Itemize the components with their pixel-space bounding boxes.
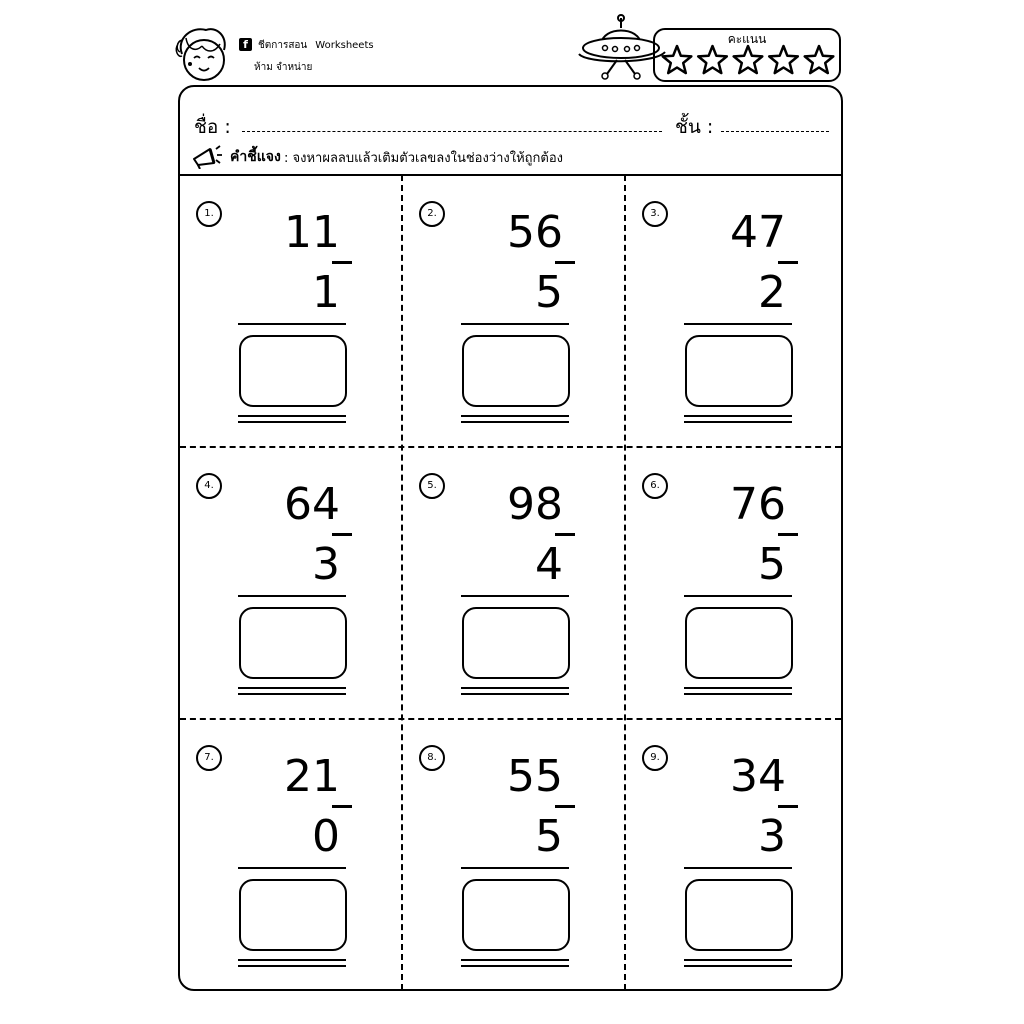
minuend: 76 bbox=[730, 479, 786, 530]
double-underline bbox=[684, 421, 792, 423]
result-line bbox=[238, 595, 346, 597]
double-underline bbox=[684, 959, 792, 961]
minuend: 11 bbox=[284, 207, 340, 258]
double-underline bbox=[461, 959, 569, 961]
subtrahend: 3 bbox=[312, 539, 340, 590]
problem-cell bbox=[626, 175, 848, 447]
star-icon bbox=[769, 46, 798, 73]
answer-box[interactable] bbox=[685, 607, 793, 679]
star-icon bbox=[698, 46, 727, 73]
double-underline bbox=[461, 693, 569, 695]
name-label: ชื่อ : bbox=[194, 116, 231, 138]
problem-cell bbox=[180, 175, 402, 447]
answer-box[interactable] bbox=[239, 607, 347, 679]
result-line bbox=[461, 323, 569, 325]
minus-sign bbox=[555, 261, 575, 264]
minuend: 47 bbox=[730, 207, 786, 258]
instruction-heading: คำชี้แจง bbox=[230, 149, 281, 165]
problem-number: 2. bbox=[419, 201, 445, 227]
subtitle: ห้าม จำหน่าย bbox=[254, 62, 313, 73]
result-line bbox=[238, 323, 346, 325]
problem-cell bbox=[180, 719, 402, 991]
subtrahend: 1 bbox=[312, 267, 340, 318]
subtrahend: 2 bbox=[758, 267, 786, 318]
double-underline bbox=[238, 959, 346, 961]
minus-sign bbox=[332, 533, 352, 536]
subtrahend: 3 bbox=[758, 811, 786, 862]
brand-en: Worksheets bbox=[315, 40, 374, 51]
answer-box[interactable] bbox=[685, 879, 793, 951]
problem-number: 4. bbox=[196, 473, 222, 499]
double-underline bbox=[238, 421, 346, 423]
answer-box[interactable] bbox=[239, 335, 347, 407]
problem-number: 9. bbox=[642, 745, 668, 771]
minuend: 56 bbox=[507, 207, 563, 258]
minuend: 98 bbox=[507, 479, 563, 530]
problem-number: 8. bbox=[419, 745, 445, 771]
double-underline bbox=[238, 687, 346, 689]
star-icon bbox=[805, 46, 834, 73]
result-line bbox=[684, 595, 792, 597]
subtrahend: 4 bbox=[535, 539, 563, 590]
answer-box[interactable] bbox=[239, 879, 347, 951]
double-underline bbox=[684, 693, 792, 695]
subtrahend: 0 bbox=[312, 811, 340, 862]
minuend: 64 bbox=[284, 479, 340, 530]
minus-sign bbox=[555, 533, 575, 536]
double-underline bbox=[461, 421, 569, 423]
answer-box[interactable] bbox=[462, 879, 570, 951]
minus-sign bbox=[332, 261, 352, 264]
double-underline bbox=[684, 415, 792, 417]
minus-sign bbox=[555, 805, 575, 808]
brand-thai: ชีตการสอน bbox=[258, 40, 308, 51]
problem-cell bbox=[403, 175, 625, 447]
minus-sign bbox=[332, 805, 352, 808]
facebook-icon: f bbox=[239, 38, 252, 51]
result-line bbox=[684, 867, 792, 869]
problem-cell bbox=[626, 719, 848, 991]
problem-number: 7. bbox=[196, 745, 222, 771]
grade-field[interactable] bbox=[721, 131, 829, 132]
problem-number: 6. bbox=[642, 473, 668, 499]
double-underline bbox=[238, 965, 346, 967]
double-underline bbox=[461, 687, 569, 689]
minus-sign bbox=[778, 261, 798, 264]
subtrahend: 5 bbox=[535, 267, 563, 318]
grade-label: ชั้น : bbox=[675, 116, 714, 138]
megaphone-icon bbox=[190, 143, 224, 169]
double-underline bbox=[684, 965, 792, 967]
double-underline bbox=[461, 965, 569, 967]
double-underline bbox=[684, 687, 792, 689]
result-line bbox=[684, 323, 792, 325]
girl-face-icon bbox=[172, 24, 234, 86]
answer-box[interactable] bbox=[462, 607, 570, 679]
star-icon bbox=[663, 46, 692, 73]
double-underline bbox=[461, 415, 569, 417]
brand-name bbox=[258, 38, 374, 53]
star-icon bbox=[734, 46, 763, 73]
answer-box[interactable] bbox=[685, 335, 793, 407]
subtrahend: 5 bbox=[535, 811, 563, 862]
instruction-text: : จงหาผลลบแล้วเติมตัวเลขลงในช่องว่างให้ถูกต้อง bbox=[284, 151, 564, 166]
problem-cell bbox=[180, 447, 402, 719]
result-line bbox=[461, 595, 569, 597]
minuend: 21 bbox=[284, 751, 340, 802]
score-label: คะแนน bbox=[727, 32, 767, 46]
minus-sign bbox=[778, 533, 798, 536]
problem-number: 1. bbox=[196, 201, 222, 227]
double-underline bbox=[238, 415, 346, 417]
minus-sign bbox=[778, 805, 798, 808]
problem-number: 3. bbox=[642, 201, 668, 227]
result-line bbox=[238, 867, 346, 869]
result-line bbox=[461, 867, 569, 869]
minuend: 55 bbox=[507, 751, 563, 802]
name-field[interactable] bbox=[242, 131, 662, 132]
problem-number: 5. bbox=[419, 473, 445, 499]
problem-cell bbox=[403, 719, 625, 991]
problem-cell bbox=[403, 447, 625, 719]
problem-cell bbox=[626, 447, 848, 719]
minuend: 34 bbox=[730, 751, 786, 802]
answer-box[interactable] bbox=[462, 335, 570, 407]
score-stars bbox=[660, 44, 836, 78]
double-underline bbox=[238, 693, 346, 695]
subtrahend: 5 bbox=[758, 539, 786, 590]
